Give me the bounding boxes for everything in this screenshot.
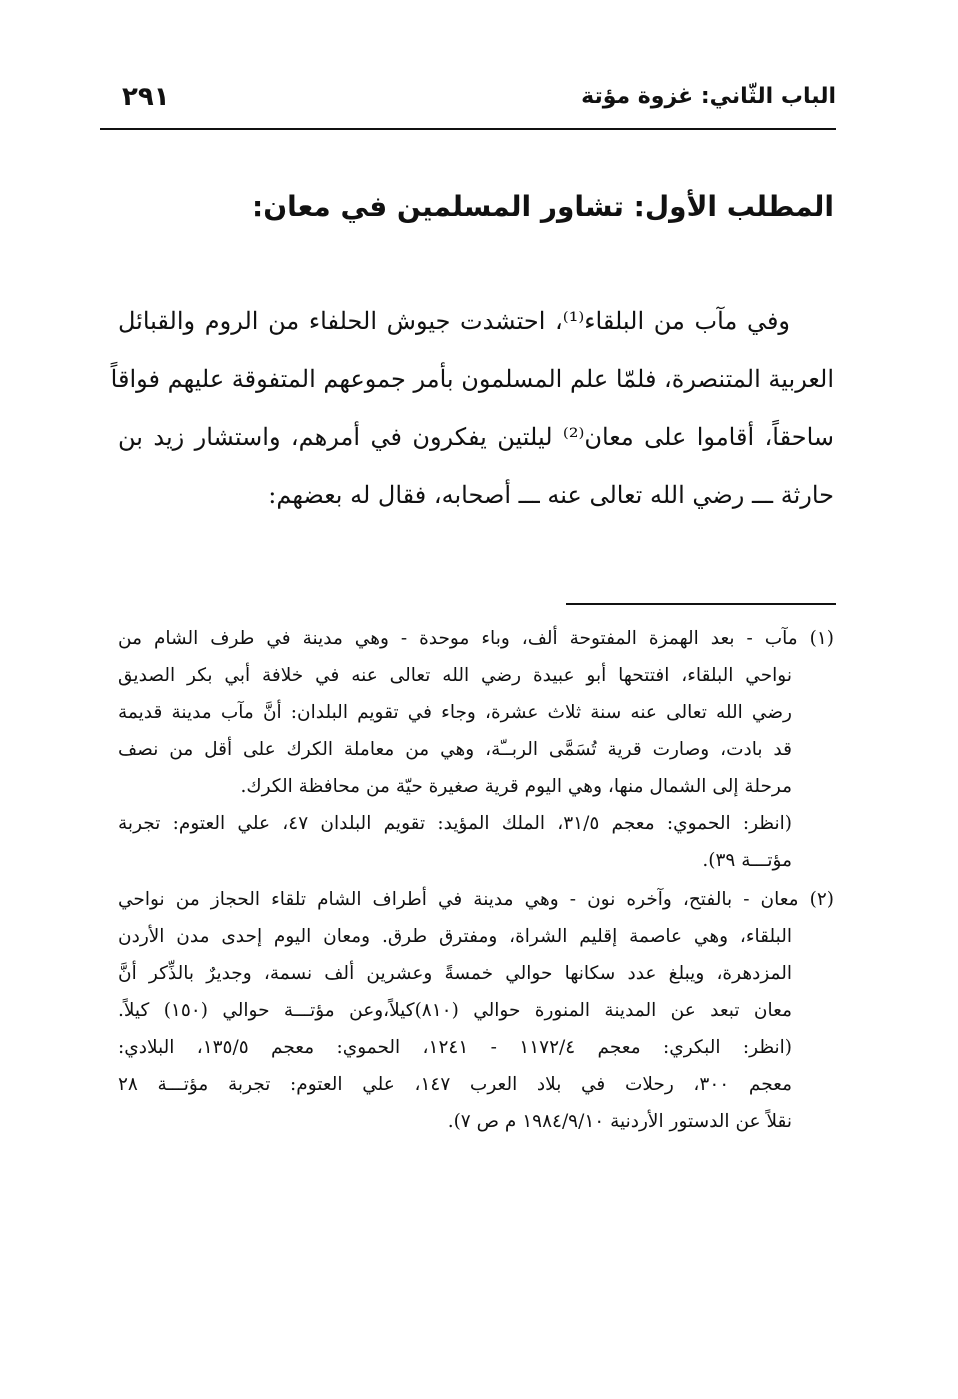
footnote-line: مرحلة إلى الشمال منها، وهي اليوم قرية صغيرة حيّة من محافظة الكرك. xyxy=(240,776,792,797)
footnote-line: (٢) معان - بالفتح، وآخره نون - وهي مدينة في أطراف الشام تلقاء الحجاز من نواحي xyxy=(118,889,834,910)
footnote-line: رضي الله تعالى عنه سنة ثلاث عشرة، وجاء في تقويم البلدان: أنَّ مآب مدينة قديمة xyxy=(118,702,792,723)
footnote-line: (انظر: الحموي: معجم ٣١/٥، الملك المؤيد: تقويم البلدان ٤٧، علي العتوم: تجربة xyxy=(118,813,792,834)
footnote-line: معجم ٣٠٠، رحلات في بلاد العرب ١٤٧، علي العتوم: تجربة مؤتـــة ٢٨ xyxy=(118,1074,792,1095)
footnote-divider xyxy=(566,603,836,605)
body-line: العربية المتنصرة، فلمّا علم المسلمون بأمر جموعهم المتفوقة عليهم فواقاً xyxy=(110,365,834,393)
body-line: حارثة ـــ رضي الله تعالى عنه ـــ أصحابه، فقال له بعضهم: xyxy=(268,481,834,509)
footnote-line: البلقاء، وهي عاصمة إقليم الشراة، ومفترق طرق. ومعان اليوم إحدى مدن الأردن xyxy=(118,926,792,947)
footnote-line: المزدهرة، ويبلغ عدد سكانها حوالي خمسةً وعشرين ألف نسمة، وجديرٌ بالذِّكر أنَّ xyxy=(118,963,792,984)
footnote-2 xyxy=(118,881,834,1140)
header-divider xyxy=(100,128,836,130)
footnote-1 xyxy=(118,620,834,879)
section-heading: المطلب الأول: تشاور المسلمين في معان: xyxy=(252,190,834,223)
footnote-line: نقلاً عن الدستور الأردنية ١٩٨٤/٩/١٠ م ص ٧). xyxy=(447,1111,792,1132)
running-title: الباب الثّاني: غزوة مؤتة xyxy=(581,84,836,109)
footnote-line: (انظر: البكري: معجم ١١٧٢/٤ - ١٢٤١، الحموي: معجم ١٣٥/٥، البلادي: xyxy=(118,1037,792,1058)
footnote-line: مؤتـــة ٣٩). xyxy=(702,850,792,871)
footnote-line: نواحي البلقاء، افتتحها أبو عبيدة رضي الله تعالى عنه في خلافة أبي بكر الصديق xyxy=(118,665,792,686)
body-line: وفي مآب من البلقاء⁽¹⁾، احتشدت جيوش الحلفاء من الروم والقبائل xyxy=(118,307,791,335)
page-number: ٢٩١ xyxy=(122,82,170,112)
footnotes xyxy=(118,620,834,1140)
footnote-line: قد بادت، وصارت قرية تُسَمَّى الربــّة، وهي من معاملة الكرك على أقل من نصف xyxy=(118,739,792,760)
page-header xyxy=(100,78,836,118)
footnote-line: معان تبعد عن المدينة المنورة حوالي (٨١٠)كيلاً،وعن مؤتـــة حوالي (١٥٠) كيلاً. xyxy=(118,1000,792,1021)
footnote-line: (١) مآب - بعد الهمزة المفتوحة ألف، وباء موحدة - وهي مدينة في طرف الشام من xyxy=(118,628,834,649)
body-paragraph xyxy=(110,292,834,524)
body-line: ساحقاً، أقاموا على معان⁽²⁾ ليلتين يفكرون في أمرهم، واستشار زيد بن xyxy=(118,423,834,451)
